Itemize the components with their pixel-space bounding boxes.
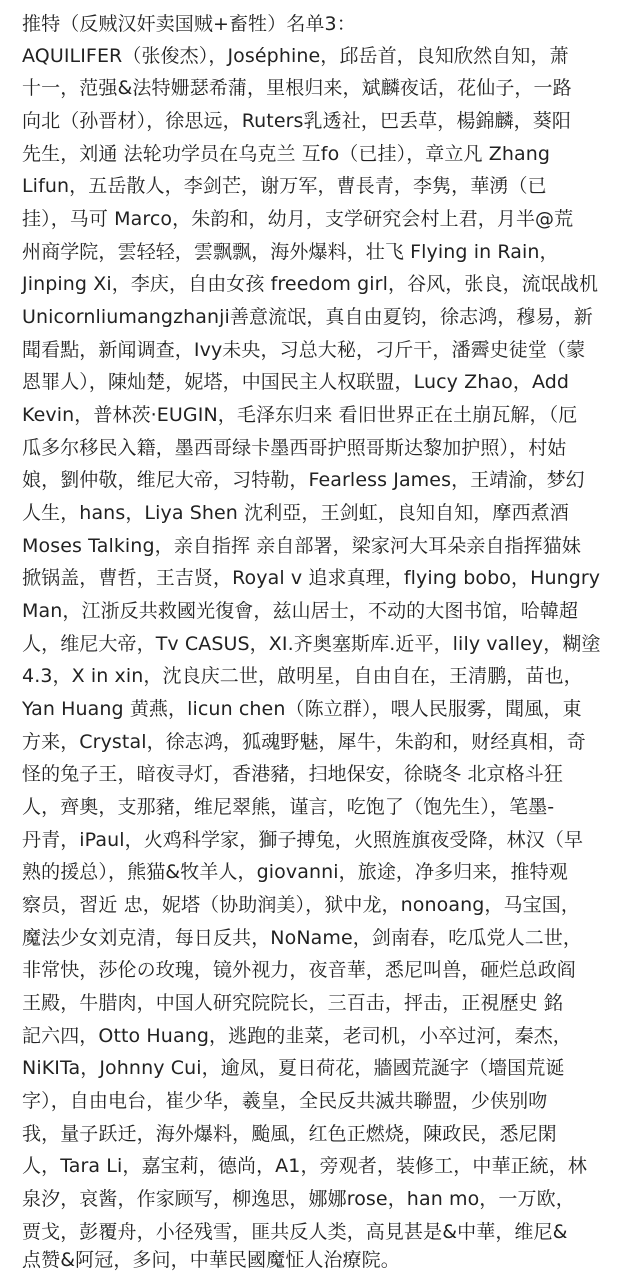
text-line: 人，Tara Li，嘉宝莉，德尚，A1，旁观者，装修工，中華正統，林 — [22, 1155, 587, 1177]
text-line: NiKITa，Johnny Cui，逾凤，夏日荷花，牆國荒誕字（墻国荒诞 — [22, 1057, 565, 1079]
text-line: 先生，刘通 法轮功学员在乌克兰 互fo（已挂），章立凡 Zhang — [22, 143, 551, 165]
text-line: 怪的兔子王，暗夜寻灯，香港豬，扫地保安，徐晓冬 北京格斗狂 — [22, 763, 563, 785]
text-line: Kevin，普林茨·EUGIN，毛泽东归来 看旧世界正在土崩瓦解，（厄 — [22, 404, 578, 426]
text-line: 恩罪人），陳灿楚，妮塔，中国民主人权联盟，Lucy Zhao，Add — [22, 371, 570, 393]
text-line: 贾戈，彭覆舟，小径残雪，匪共反人类，高見甚是&中華，维尼& — [22, 1221, 568, 1243]
text-line: 聞看點，新闻调查，Ivy未央，习总大秘，刁斤干，潘霽史徒堂（蒙 — [22, 339, 586, 361]
text-line: 人，维尼大帝，Tv CASUS，XI.齐奥塞斯库.近平，lily valley，糊塗 — [22, 633, 601, 655]
text-line: 魔法少女刘克清，每日反共，NoName，剑南春，吃瓜党人二世， — [22, 927, 582, 949]
text-line: 記六四，Otto Huang，逃跑的韭菜，老司机，小卒过河，秦杰， — [22, 1025, 572, 1047]
text-line: Moses Talking，亲自指挥 亲自部署，梁家河大耳朵亲自指挥猫妹 — [22, 535, 581, 557]
text-line: Man，江浙反共救國光復會，兹山居士，不动的大图书馆，哈韓超 — [22, 600, 579, 622]
text-line: 察员，習近 忠，妮塔（协助润美），狱中龙，nonoang，马宝国， — [22, 894, 580, 916]
text-line: Unicornliumangzhanji善意流氓，真自由夏钧，徐志鸿，穆易，新 — [22, 306, 593, 328]
text-line: 方来，Crystal，徐志鸿，狐魂野魅，犀牛，朱韵和，财经真相，奇 — [22, 731, 586, 753]
text-line: 州商学院，雲轻轻，雲飘飘，海外爆料，壮飞 Flying in Rain， — [22, 241, 559, 263]
document-title: 推特（反贼汉奸卖国贼+畜牲）名单3： — [22, 13, 356, 35]
text-line: 掀锅盖，曹哲，王吉贤，Royal v 追求真理，flying bobo，Hungry — [22, 567, 601, 589]
text-line: Yan Huang 黄燕，licun chen（陈立群），喂人民服雾，聞風，東 — [22, 698, 582, 720]
text-line: 人，齊奧，支那豬，维尼翠熊，谨言，吃饱了（饱先生），笔墨- — [22, 796, 555, 818]
text-line: 我，量子跃迁，海外爆料，颱風，红色正燃烧，陳政民，悉尼閑 — [22, 1123, 557, 1145]
text-line: 瓜多尔移民入籍，墨西哥绿卡墨西哥护照哥斯达黎加护照），村姑 — [22, 437, 567, 459]
text-line: 非常快，莎伦の玫瑰，镜外视力，夜音華，悉尼叫兽，砸烂总政阎 — [22, 959, 576, 981]
text-line: 挂），马可 Marco，朱韵和，幼月，支学研究会村上君，月半@荒 — [22, 208, 574, 230]
text-line: 4.3，X in xin，沈良庆二世，啟明星，自由自在，王清鹏，苗也， — [22, 665, 583, 687]
text-line: 点赞&阿冠，多问，中華民國魔怔人治療院。 — [22, 1249, 400, 1271]
text-line: AQUILIFER（张俊杰），Joséphine，邱岳首，良知欣然自知，萧 — [22, 45, 569, 67]
text-line: 字），自由电台，崔少华，羲皇，全民反共滅共聯盟，少侠别吻 — [22, 1090, 548, 1112]
text-line: 熟的援总），熊猫&牧羊人，giovanni，旅途，净多归来，推特观 — [22, 861, 568, 883]
text-line: Jinping Xi，李庆，自由女孩 freedom girl，谷风，张良，流氓战机 — [22, 273, 599, 295]
text-line: Lifun，五岳散人，李剑芒，谢万军，曹長青，李隽，華湧（已 — [22, 175, 547, 197]
text-line: 向北（孙晋材），徐思远，Ruters乳透社，巴丢草，楊錦麟，葵阳 — [22, 110, 571, 132]
text-line: 王殿，牛腊肉，中国人研究院院长，三百击，抨击，正視歷史 銘 — [22, 992, 563, 1014]
text-line: 丹青，iPaul，火鸡科学家，獅子搏兔，火照旌旗夜受降，林汉（早 — [22, 829, 584, 851]
text-line: 泉汐，哀酱，作家顾写，柳逸思，娜娜rose，han mo，一万欧， — [22, 1188, 575, 1210]
text-line: 娘，劉仲敬，维尼大帝，习特勒，Fearless James，王靖渝，梦幻 — [22, 469, 585, 491]
text-line: 十一，范强&法特姗瑟希蒲，里根归来，斌麟夜话，花仙子，一路 — [22, 77, 572, 99]
text-line: 人生，hans，Liya Shen 沈利亞，王剑虹，良知自知，摩西煮酒 — [22, 502, 569, 524]
